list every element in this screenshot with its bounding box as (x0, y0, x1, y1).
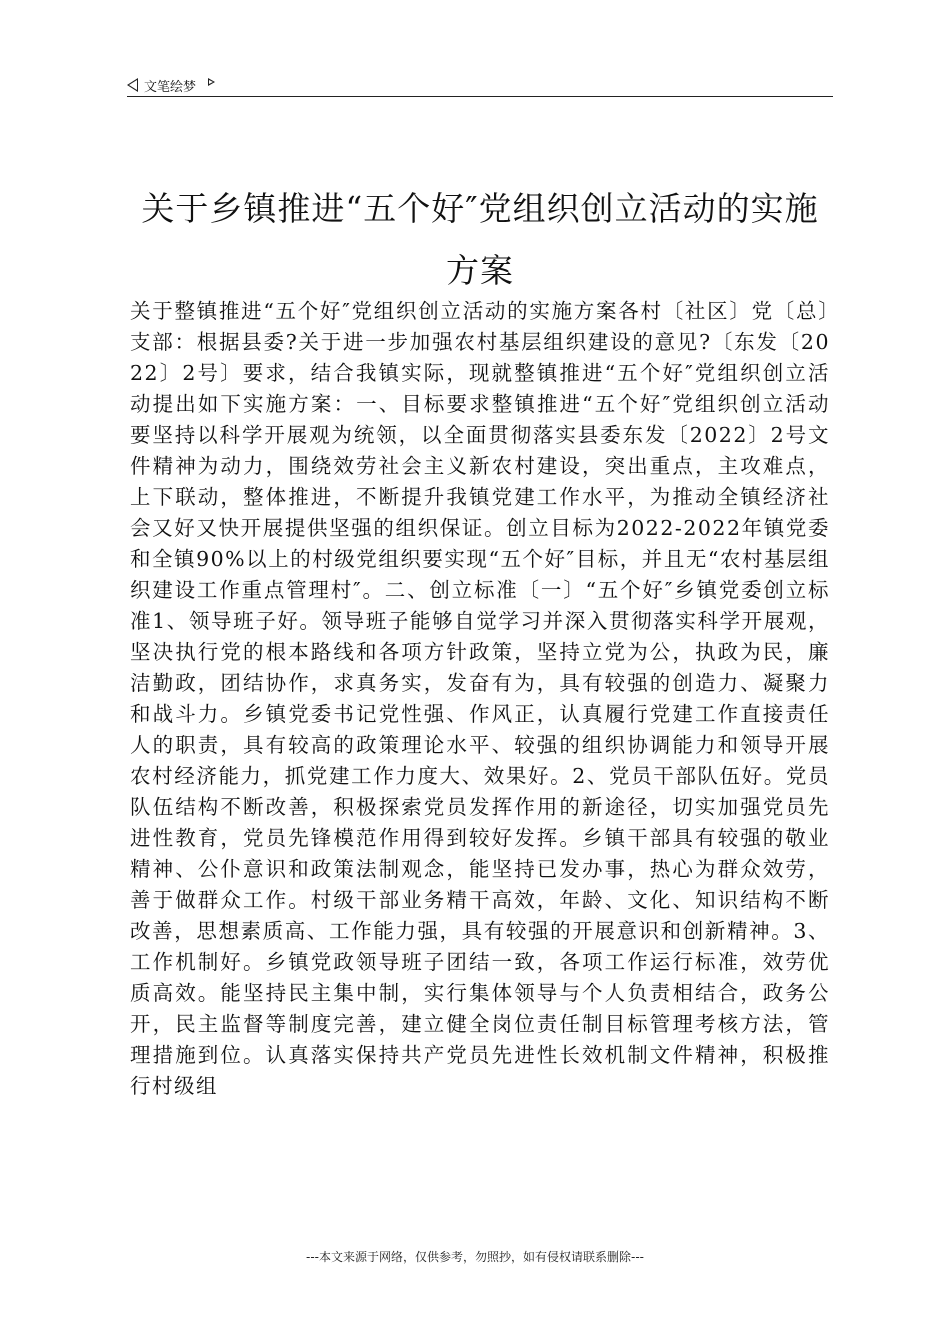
page-header (127, 74, 833, 97)
document-body: 关于整镇推进“五个好″党组织创立活动的实施方案各村〔社区〕党〔总〕支部：根据县委?关于进一步加强农村基层组织建设的意见?〔东发〔2022〕2号〕要求，结合我镇实际，现就整镇推进“五个好″党组织创立活动提出如下实施方案：一、目标要求整镇推进“五个好″党组织创立活动要坚持以科学开展观为统领，以全面贯彻落实县委东发〔2022〕2号文件精神为动力，围绕效劳社会主义新农村建设，突出重点，主攻难点，上下联动，整体推进，不断提升我镇党建工作水平，为推动全镇经济社会又好又快开展提供坚强的组织保证。创立目标为2022-2022年镇党委和全镇90%以上的村级党组织要实现“五个好″目标，并且无“农村基层组织建设工作重点管理村″。二、创立标准〔一〕“五个好″乡镇党委创立标准1、领导班子好。领导班子能够自觉学习并深入贯彻落实科学开展观，坚决执行党的根本路线和各项方针政策，坚持立党为公，执政为民，廉洁勤政，团结协作，求真务实，发奋有为，具有较强的创造力、凝聚力和战斗力。乡镇党委书记党性强、作风正，认真履行党建工作直接责任人的职责，具有较高的政策理论水平、较强的组织协调能力和领导开展农村经济能力，抓党建工作力度大、效果好。2、党员干部队伍好。党员队伍结构不断改善，积极探索党员发挥作用的新途径，切实加强党员先进性教育，党员先锋模范作用得到较好发挥。乡镇干部具有较强的敬业精神、公仆意识和政策法制观念，能坚持已发办事，热心为群众效劳，善于做群众工作。村级干部业务精干高效，年龄、文化、知识结构不断改善，思想素质高、工作能力强，具有较强的开展意识和创新精神。3、工作机制好。乡镇党政领导班子团结一致，各项工作运行标准，效劳优质高效。能坚持民主集中制，实行集体领导与个人负责相结合，政务公开，民主监督等制度完善，建立健全岗位责任制目标管理考核方法，管理措施到位。认真落实保持共产党员先进性长效机制文件精神，积极推行村级组 (130, 299, 830, 1098)
header-brand: 文笔绘梦 (144, 79, 197, 95)
document-title: 关于乡镇推进“五个好″党组织创立活动的实施方案 (141, 189, 819, 290)
triangle-right-icon (208, 78, 215, 86)
triangle-left-icon (127, 78, 138, 92)
page-footer: ---本文来源于网络，仅供参考，勿照抄，如有侵权请联系删除--- (306, 1250, 644, 1264)
